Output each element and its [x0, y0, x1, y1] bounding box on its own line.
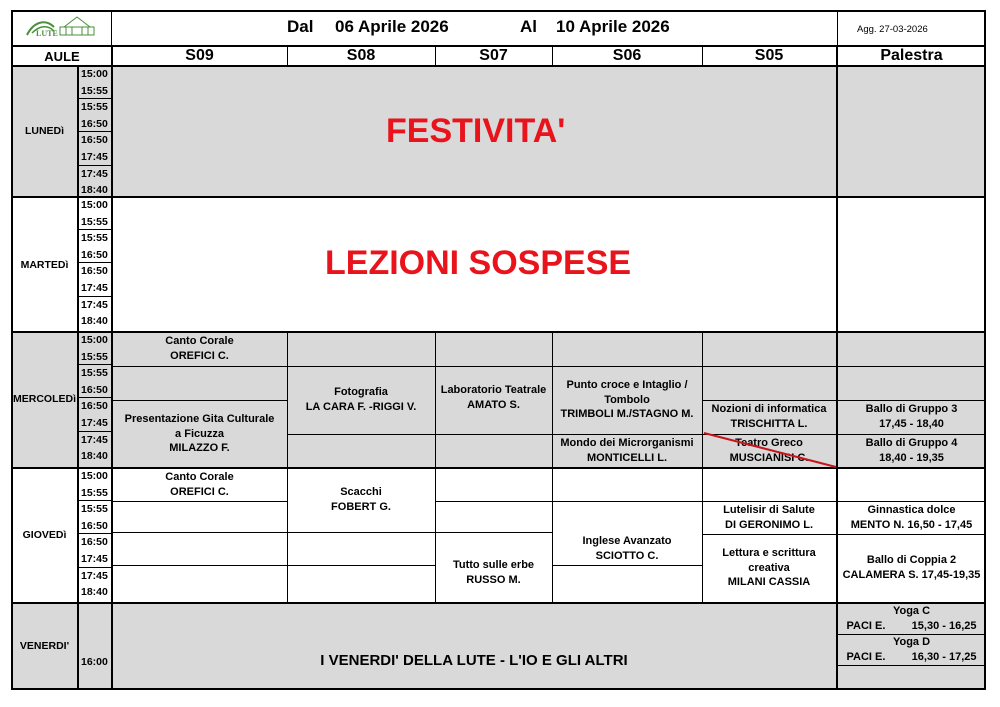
course-title: Ballo di Coppia 2 — [866, 554, 957, 567]
updated-date: Agg. 27-03-2026 — [857, 24, 928, 35]
wed-s07-l1 — [435, 366, 552, 367]
time-slot: 15:00 — [81, 334, 108, 346]
course-teacher: MONTICELLI L. — [586, 452, 668, 464]
thu-s08-l2 — [287, 565, 435, 566]
time-slot: 15:55 — [81, 503, 108, 516]
course-teacher: OREFICI C. — [170, 350, 229, 362]
course-teacher: LA CARA F. -RIGGI V. — [305, 401, 417, 413]
course-title: Fotografia — [334, 386, 388, 399]
hdr-div-1 — [287, 46, 288, 66]
time-slot: 15:55 — [81, 101, 108, 114]
course-teacher: CALAMERA S. 17,45-19,35 — [842, 569, 981, 581]
hdr-div-3 — [552, 46, 553, 66]
vline-time-s09 — [111, 45, 113, 689]
time-slot: 17:45 — [78, 551, 111, 568]
thu-s09-l1 — [112, 501, 287, 502]
course-teacher: TRISCHITTA L. — [730, 418, 808, 430]
course-time: 15,30 - 16,25 — [911, 619, 977, 632]
notice-lezioni-sospese: LEZIONI SOSPESE — [325, 244, 632, 282]
thu-pal-l2 — [838, 534, 985, 535]
course-time: 16,30 - 17,25 — [911, 650, 977, 663]
col-header-s08: S08 — [346, 47, 376, 64]
col-header-s05: S05 — [754, 47, 784, 64]
day-sep-2 — [11, 331, 986, 333]
header-line — [11, 45, 986, 47]
course-teacher: DI GERONIMO L. — [725, 518, 813, 531]
day-mercoledi: MERCOLEDì — [13, 393, 76, 405]
course-title: Lutelisir di Salute — [723, 503, 815, 516]
time-slot: 16:50 — [78, 116, 111, 133]
time-slot: 17:45 — [81, 298, 108, 311]
course-title: Punto croce e Intaglio / — [566, 378, 688, 391]
time-slot: 17:45 — [81, 569, 108, 582]
course-teacher: RUSSO M. — [466, 574, 521, 586]
course-title-line2: Tombolo — [604, 393, 650, 406]
course-time: 18,40 - 19,35 — [879, 452, 944, 464]
updated-divider — [837, 10, 838, 46]
wed-s08-l1 — [287, 366, 435, 367]
wed-s08-l2 — [287, 434, 435, 435]
thu-s08-l1 — [287, 532, 435, 533]
course-title: Lettura e scrittura — [722, 546, 816, 559]
time-slot: 15:00 — [81, 470, 108, 482]
notice-venerdi: I VENERDI' DELLA LUTE - L'IO E GLI ALTRI — [320, 652, 628, 669]
course-time: 17,45 - 18,40 — [879, 418, 944, 430]
course-title-line2: creativa — [748, 561, 790, 574]
logo-divider — [111, 10, 112, 46]
time-slot: 18:40 — [81, 315, 108, 328]
vline-s05-palestra — [836, 45, 838, 689]
time-slot: 16:50 — [78, 518, 111, 535]
time-slot: 17:45 — [81, 167, 108, 180]
time-slot: 16:50 — [78, 382, 111, 399]
course-teacher: SCIOTTO C. — [595, 550, 659, 562]
course-title-line2: a Ficuzza — [175, 427, 224, 440]
day-giovedi: GIOVEDì — [22, 529, 67, 541]
thu-s09-l3 — [112, 565, 287, 566]
time-slot: 16:50 — [81, 536, 108, 549]
day-venerdi: VENERDI' — [19, 640, 70, 652]
course-title: Presentazione Gita Culturale — [124, 412, 275, 425]
course-teacher: AMATO S. — [467, 398, 520, 411]
time-slot: 16:50 — [81, 400, 108, 413]
course-title: Ballo di Gruppo 3 — [865, 403, 958, 416]
course-title: Inglese Avanzato — [582, 535, 672, 548]
time-slot: 15:55 — [78, 485, 111, 502]
start-date: 06 Aprile 2026 — [335, 17, 449, 36]
col-div-2 — [435, 332, 436, 602]
wed-s05-l1 — [702, 366, 836, 367]
course-teacher: MUSCIANISI C. — [729, 452, 809, 464]
col-header-aule: AULE — [44, 48, 80, 64]
course-title: Yoga C — [892, 604, 931, 617]
time-slot: 15:55 — [81, 232, 108, 245]
time-slot: 18:40 — [81, 586, 108, 599]
day-lunedi: LUNEDì — [24, 125, 65, 137]
course-teacher: OREFICI C. — [170, 486, 229, 498]
end-date: 10 Aprile 2026 — [556, 17, 670, 36]
col-header-s06: S06 — [612, 47, 642, 64]
col-header-palestra: Palestra — [880, 47, 943, 64]
hdr-div-2 — [435, 46, 436, 66]
day-martedi: MARTEDì — [20, 259, 69, 271]
wed-s07-l2 — [435, 434, 552, 435]
al-label: Al — [520, 17, 537, 36]
col-div-1 — [287, 332, 288, 602]
time-slot: 15:55 — [78, 83, 111, 100]
col-div-3 — [552, 332, 553, 602]
course-teacher: MILANI CASSIA — [727, 576, 811, 589]
thu-s07-l1 — [435, 501, 552, 502]
fri-pal-l1 — [838, 634, 985, 635]
wed-s06-l1 — [552, 366, 702, 367]
course-title: Canto Corale — [165, 471, 234, 484]
logo-text: LUTE — [36, 29, 58, 38]
outer-border — [11, 10, 986, 690]
wed-s09-l1 — [112, 366, 287, 367]
course-title: Mondo dei Microrganismi — [560, 437, 694, 450]
course-teacher: TRIMBOLI M./STAGNO M. — [560, 408, 694, 421]
wed-pal-l2 — [838, 400, 985, 401]
course-teacher: PACI E. — [846, 619, 886, 632]
wed-s09-l2 — [112, 400, 287, 401]
course-title: Tutto sulle erbe — [452, 559, 535, 572]
wed-s06-l2 — [552, 434, 702, 435]
day-sep-1 — [11, 196, 986, 198]
dal-label: Dal — [287, 17, 314, 36]
course-title: Scacchi — [340, 486, 382, 499]
course-title: Yoga D — [892, 635, 931, 648]
time-slot: 17:45 — [78, 415, 111, 432]
wed-pal-l1 — [838, 366, 985, 367]
thu-s09-l2 — [112, 532, 287, 533]
time-slot: 15:00 — [81, 199, 108, 211]
course-title: Ballo di Gruppo 4 — [865, 437, 958, 450]
course-title: Laboratorio Teatrale — [440, 384, 547, 396]
col-header-s09: S09 — [185, 47, 214, 64]
time-slot: 17:45 — [78, 149, 111, 166]
course-title: Teatro Greco — [735, 437, 803, 450]
time-slot: 18:40 — [81, 184, 108, 197]
time-slot: 16:50 — [81, 265, 108, 278]
strike-line — [700, 430, 840, 470]
wed-s05-l2 — [702, 400, 836, 401]
time-slot: 17:45 — [78, 280, 111, 297]
thu-s06-l1 — [552, 501, 702, 502]
course-teacher: FOBERT G. — [331, 501, 391, 513]
course-title: Nozioni di informatica — [711, 403, 827, 416]
day-sep-4 — [11, 602, 986, 604]
fri-pal-l2 — [838, 665, 985, 666]
course-teacher: MENTO N. 16,50 - 17,45 — [850, 518, 973, 531]
thu-pal-l1 — [838, 501, 985, 502]
thu-s05-l2 — [702, 534, 836, 535]
wed-pal-l3 — [838, 434, 985, 435]
course-title: Ginnastica dolce — [867, 503, 956, 516]
hdr-div-4 — [702, 46, 703, 66]
time-slot: 16:50 — [81, 134, 108, 147]
time-venerdi: 16:00 — [81, 656, 108, 668]
time-slot: 16:50 — [78, 247, 111, 264]
thu-s05-l1 — [702, 501, 836, 502]
time-slot: 15:55 — [78, 349, 111, 366]
time-slot: 17:45 — [81, 433, 108, 446]
time-slot: 15:55 — [81, 367, 108, 380]
thu-s07-l2 — [435, 532, 552, 533]
vline-day-time — [77, 66, 79, 689]
course-teacher: MILAZZO F. — [169, 442, 230, 455]
course-title: Canto Corale — [165, 335, 234, 348]
time-slot: 18:40 — [81, 450, 108, 463]
time-slot: 15:55 — [78, 214, 111, 231]
time-slot: 15:00 — [81, 68, 108, 80]
col-header-s07: S07 — [479, 47, 508, 64]
column-header-line — [11, 65, 986, 67]
thu-s06-l2 — [552, 565, 702, 566]
course-teacher: PACI E. — [846, 650, 886, 663]
notice-festivita: FESTIVITA' — [386, 112, 566, 150]
